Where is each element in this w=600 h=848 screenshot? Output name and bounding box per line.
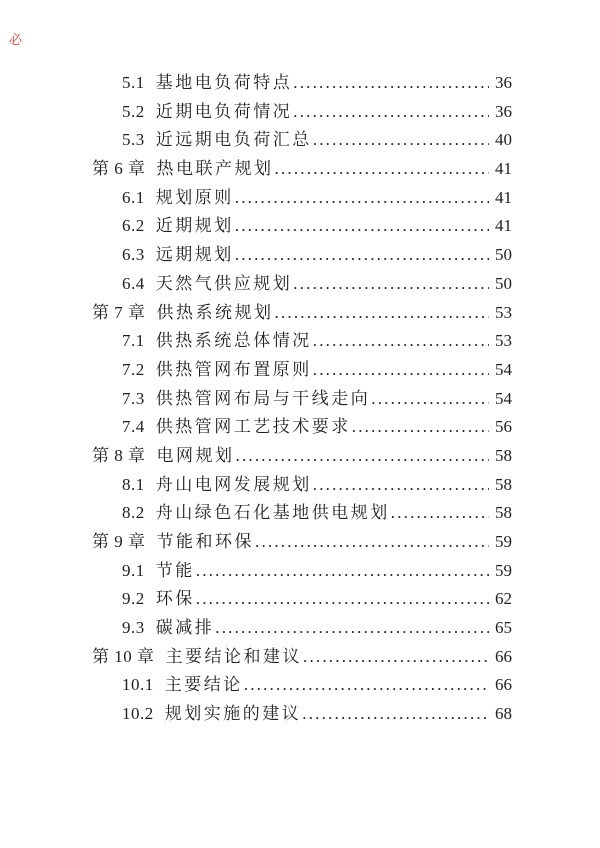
toc-entry-page: 53 (495, 331, 512, 351)
dot-leader (236, 442, 490, 471)
toc-entry-title: 供热管网布置原则 (155, 359, 312, 379)
toc-entry[interactable] (0, 184, 600, 213)
toc-entry-page: 58 (495, 474, 512, 494)
dot-leader (293, 69, 489, 98)
dot-leader (313, 126, 489, 155)
table-of-contents (0, 69, 600, 729)
toc-entry[interactable] (0, 98, 600, 127)
toc-entry-title: 天然气供应规划 (155, 273, 293, 293)
toc-entry-page: 66 (495, 675, 512, 695)
toc-entry-page: 58 (495, 445, 512, 465)
dot-leader (293, 270, 489, 299)
toc-entry-page: 59 (495, 560, 512, 580)
toc-entry-number: 6.1 (122, 187, 145, 207)
toc-entry[interactable] (0, 327, 600, 356)
dot-leader (215, 614, 489, 643)
toc-entry-page: 36 (495, 73, 512, 92)
dot-leader (302, 700, 489, 729)
toc-entry-title: 舟山绿色石化基地供电规划 (155, 503, 390, 523)
toc-entry-page: 59 (495, 532, 512, 551)
dot-leader (255, 528, 489, 557)
toc-entry-page: 36 (495, 101, 512, 121)
toc-entry-number: 10.1 (122, 675, 154, 695)
toc-entry[interactable] (0, 155, 600, 184)
toc-entry-title: 舟山电网发展规划 (155, 474, 312, 494)
toc-entry-number: 5.3 (122, 130, 145, 150)
dot-leader (352, 413, 489, 442)
toc-entry-page: 41 (495, 216, 512, 236)
toc-entry-title: 远期规划 (155, 245, 234, 265)
toc-entry-page: 58 (495, 503, 512, 523)
toc-entry[interactable] (0, 413, 600, 442)
toc-entry-title: 供热系统规划 (156, 302, 274, 322)
toc-entry-title: 近期规划 (155, 216, 234, 236)
toc-entry-title: 主要结论和建议 (165, 646, 302, 666)
toc-entry-page: 50 (495, 273, 512, 293)
toc-entry[interactable] (0, 585, 600, 614)
toc-entry-number: 8.2 (122, 503, 145, 523)
toc-entry[interactable] (0, 212, 600, 241)
toc-entry-title: 环保 (155, 589, 195, 609)
dot-leader (371, 385, 489, 414)
toc-entry-title: 主要结论 (164, 675, 243, 695)
toc-entry-title: 供热管网工艺技术要求 (155, 417, 351, 437)
toc-entry[interactable] (0, 614, 600, 643)
toc-entry[interactable] (0, 442, 600, 471)
toc-entry-title: 节能和环保 (156, 532, 254, 551)
toc-entry-number: 第 7 章 (92, 302, 146, 322)
toc-entry[interactable] (0, 69, 600, 98)
toc-entry-title: 电网规划 (156, 445, 235, 465)
dot-leader (235, 184, 489, 213)
toc-entry-page: 62 (495, 589, 512, 609)
toc-entry-page: 40 (495, 130, 512, 150)
toc-entry-page: 65 (495, 618, 512, 638)
toc-entry[interactable] (0, 299, 600, 328)
dot-leader (235, 212, 489, 241)
toc-entry-title: 近远期电负荷汇总 (155, 130, 312, 150)
toc-entry-number: 5.1 (122, 73, 145, 92)
toc-entry-title: 规划实施的建议 (164, 704, 302, 724)
dot-leader (313, 471, 489, 500)
toc-entry[interactable] (0, 700, 600, 729)
dot-leader (196, 585, 489, 614)
toc-entry-number: 第 6 章 (92, 159, 146, 179)
toc-entry-title: 基地电负荷特点 (155, 73, 293, 92)
toc-entry-number: 9.1 (122, 560, 145, 580)
toc-entry-number: 7.1 (122, 331, 145, 351)
toc-entry-page: 54 (495, 359, 512, 379)
dot-leader (275, 299, 490, 328)
dot-leader (303, 643, 489, 672)
toc-entry-page: 66 (495, 646, 512, 666)
dot-leader (235, 241, 489, 270)
toc-entry-page: 56 (495, 417, 512, 437)
toc-entry-title: 碳减排 (155, 618, 215, 638)
toc-entry-page: 68 (495, 704, 512, 724)
toc-entry-title: 节能 (155, 560, 195, 580)
toc-entry-number: 8.1 (122, 474, 145, 494)
toc-entry[interactable] (0, 528, 600, 557)
toc-entry[interactable] (0, 356, 600, 385)
dot-leader (244, 671, 489, 700)
toc-entry-number: 6.2 (122, 216, 145, 236)
toc-entry-title: 规划原则 (155, 187, 234, 207)
toc-entry-title: 近期电负荷情况 (155, 101, 293, 121)
toc-entry[interactable] (0, 499, 600, 528)
toc-entry-number: 5.2 (122, 101, 145, 121)
toc-entry[interactable] (0, 471, 600, 500)
dot-leader (196, 557, 489, 586)
red-stamp-icon: 必 (9, 33, 23, 48)
toc-entry[interactable] (0, 126, 600, 155)
toc-entry[interactable] (0, 385, 600, 414)
toc-entry[interactable] (0, 557, 600, 586)
toc-entry[interactable] (0, 241, 600, 270)
dot-leader (293, 98, 489, 127)
toc-entry[interactable] (0, 671, 600, 700)
toc-entry-number: 9.2 (122, 589, 145, 609)
toc-entry-page: 50 (495, 245, 512, 265)
toc-entry-number: 第 8 章 (92, 445, 146, 465)
toc-entry-number: 6.4 (122, 273, 145, 293)
toc-entry-number: 第 9 章 (92, 532, 146, 551)
dot-leader (275, 155, 490, 184)
toc-entry-page: 41 (495, 159, 512, 179)
toc-entry-page: 53 (495, 302, 512, 322)
dot-leader (391, 499, 489, 528)
toc-entry-number: 7.2 (122, 359, 145, 379)
toc-entry[interactable] (0, 270, 600, 299)
toc-entry-page: 54 (495, 388, 512, 408)
toc-entry-title: 供热管网布局与干线走向 (155, 388, 371, 408)
toc-entry-number: 6.3 (122, 245, 145, 265)
toc-entry-number: 9.3 (122, 618, 145, 638)
toc-entry-number: 7.4 (122, 417, 145, 437)
toc-entry-title: 供热系统总体情况 (155, 331, 312, 351)
dot-leader (313, 356, 489, 385)
toc-entry-number: 第 10 章 (92, 646, 155, 666)
dot-leader (313, 327, 489, 356)
toc-entry[interactable] (0, 643, 600, 672)
toc-entry-title: 热电联产规划 (156, 159, 274, 179)
toc-entry-page: 41 (495, 187, 512, 207)
toc-entry-number: 10.2 (122, 704, 154, 724)
toc-entry-number: 7.3 (122, 388, 145, 408)
